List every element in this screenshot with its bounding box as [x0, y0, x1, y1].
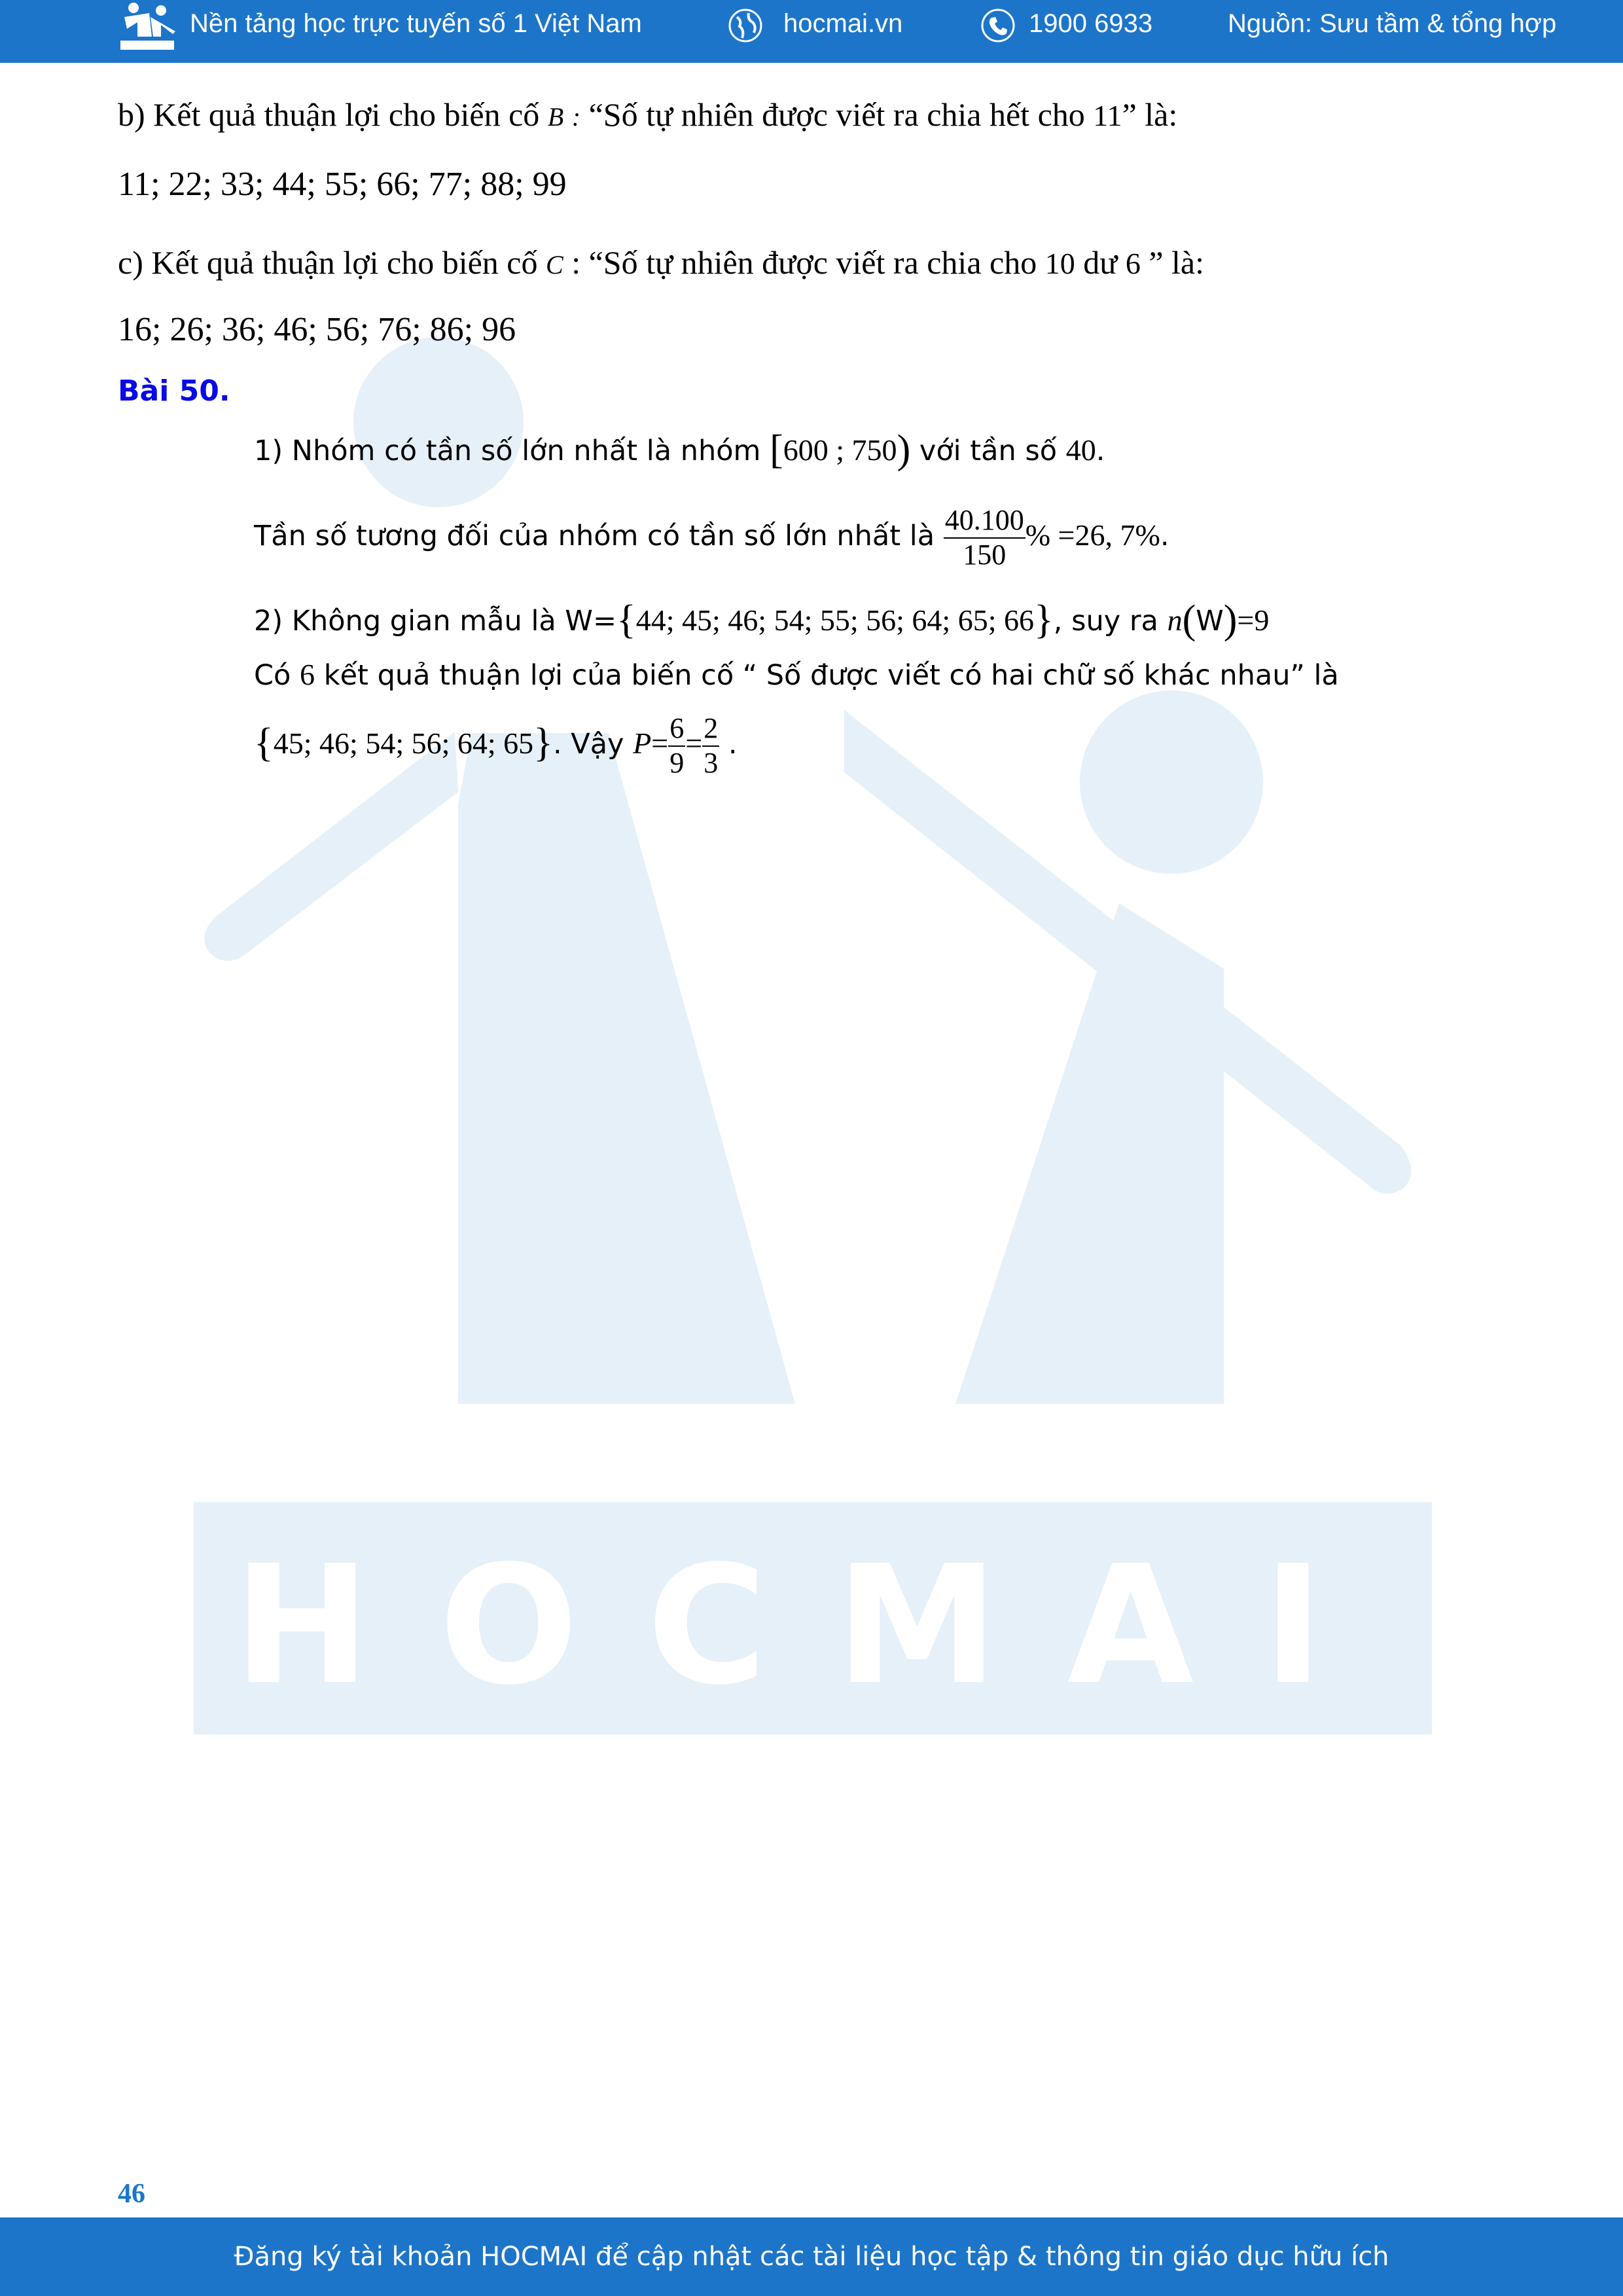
fraction-relative-frequency: $\frac{40.100}{150}$: [944, 504, 1024, 571]
watermark-text: HOCMAI: [233, 1530, 1393, 1721]
exercise-title: Bài 50.: [118, 374, 230, 408]
answer-probability: {45; 46; 54; 56; 64; 65}. Vậy P= $\frac{6}{9}$ = $\frac{2}{3}$ .: [254, 712, 738, 779]
part-c-line: c) Kết quả thuận lợi cho biến cố C : “Số tự nhiên được viết ra chia cho 10 dư 6 ” là:: [118, 244, 1204, 281]
part-c-list: 16; 26; 36; 46; 56; 76; 86; 96: [118, 311, 516, 348]
part-b-line: b) Kết quả thuận lợi cho biến cố B : “Số tự nhiên được viết ra chia hết cho 11” là:: [118, 96, 1178, 133]
fraction-two-thirds: $\frac{2}{3}$: [704, 712, 719, 779]
header-website-link[interactable]: hocmai.vn: [783, 9, 903, 38]
answer-1-line: 1) Nhóm có tần số lớn nhất là nhóm [600 ; 750) với tần số 40.: [254, 427, 1105, 472]
globe-icon: [728, 8, 763, 43]
header-phone[interactable]: 1900 6933: [1029, 9, 1153, 38]
answer-2-sample-space: 2) Không gian mẫu là W={44; 45; 46; 54; 55; 56; 64; 65; 66}, suy ra n(W)=9: [254, 598, 1270, 642]
header-source: Nguồn: Sưu tầm & tổng hợp: [1228, 9, 1557, 38]
phone-icon: [980, 8, 1016, 43]
answer-relative-frequency: Tần số tương đối của nhóm có tần số lớn nhất là $\frac{40.100}{150}$ % =26, 7%.: [254, 504, 1169, 571]
page-number: 46: [118, 2179, 145, 2209]
footer-bar[interactable]: Đăng ký tài khoản HOCMAI để cập nhật các tài liệu học tập & thông tin giáo dục hữu ích: [0, 2217, 1623, 2296]
hocmai-logo: [118, 0, 177, 54]
header-slogan: Nền tảng học trực tuyến số 1 Việt Nam: [190, 9, 642, 38]
fraction-six-ninths: $\frac{6}{9}$: [669, 712, 685, 779]
header-bar: [0, 0, 1623, 63]
answer-favorable-outcomes: Có 6 kết quả thuận lợi của biến cố “ Số được viết có hai chữ số khác nhau” là: [254, 658, 1339, 692]
part-b-list: 11; 22; 33; 44; 55; 66; 77; 88; 99: [118, 166, 567, 203]
